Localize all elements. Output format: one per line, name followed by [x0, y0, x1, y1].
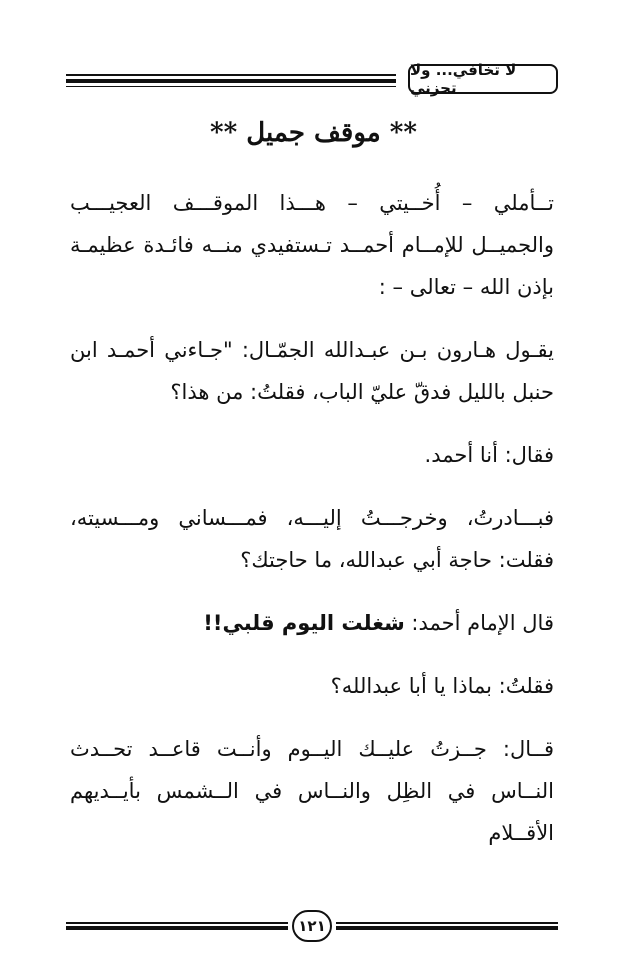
header-rule [66, 74, 396, 87]
paragraph [70, 602, 554, 644]
footer-rule [66, 922, 288, 932]
emphasized-text: شغلت اليوم قلبي!! [203, 611, 405, 635]
paragraph: يقـول هـارون بـن عبـدالله الجمّـال: "جـاءني أحمـد ابن حنبل بالليل فدقّ عليّ الباب، فقلتُ: من هذا؟ [70, 338, 554, 404]
footer-rule [336, 922, 558, 932]
page-footer [66, 910, 558, 950]
section-title: ** موقف جميل ** [210, 118, 417, 148]
body-text [70, 182, 554, 854]
running-title: لا تخافي... ولا تحزني [408, 64, 558, 94]
page-header [66, 61, 558, 98]
page-number: ١٢١ [292, 910, 332, 942]
paragraph: فبـــادرتُ، وخرجـــتُ إليـــه، فمـــساني ومـــسيته، فقلت: حاجة أبي عبدالله، ما حاجتك؟ [70, 506, 554, 572]
paragraph: قــال: جــزتُ عليــك اليــوم وأنــت قاعــد تحــدث النــاس في الظِل والنــاس في الــشمس بأيــديهم الأقــلام [70, 737, 554, 845]
paragraph: فقال: أنا أحمد. [424, 443, 554, 467]
paragraph: تــأملي – أُخــيتي – هـــذا الموقـــف العجيـــب والجميــل للإمــام أحمــد تـستفيدي منــه فائـدة عظيمـة بإذن الله – تعالى – : [70, 191, 554, 299]
paragraph: فقلتُ: بماذا يا أبا عبدالله؟ [330, 674, 554, 698]
paragraph-text: قال الإمام أحمد: [404, 611, 554, 635]
